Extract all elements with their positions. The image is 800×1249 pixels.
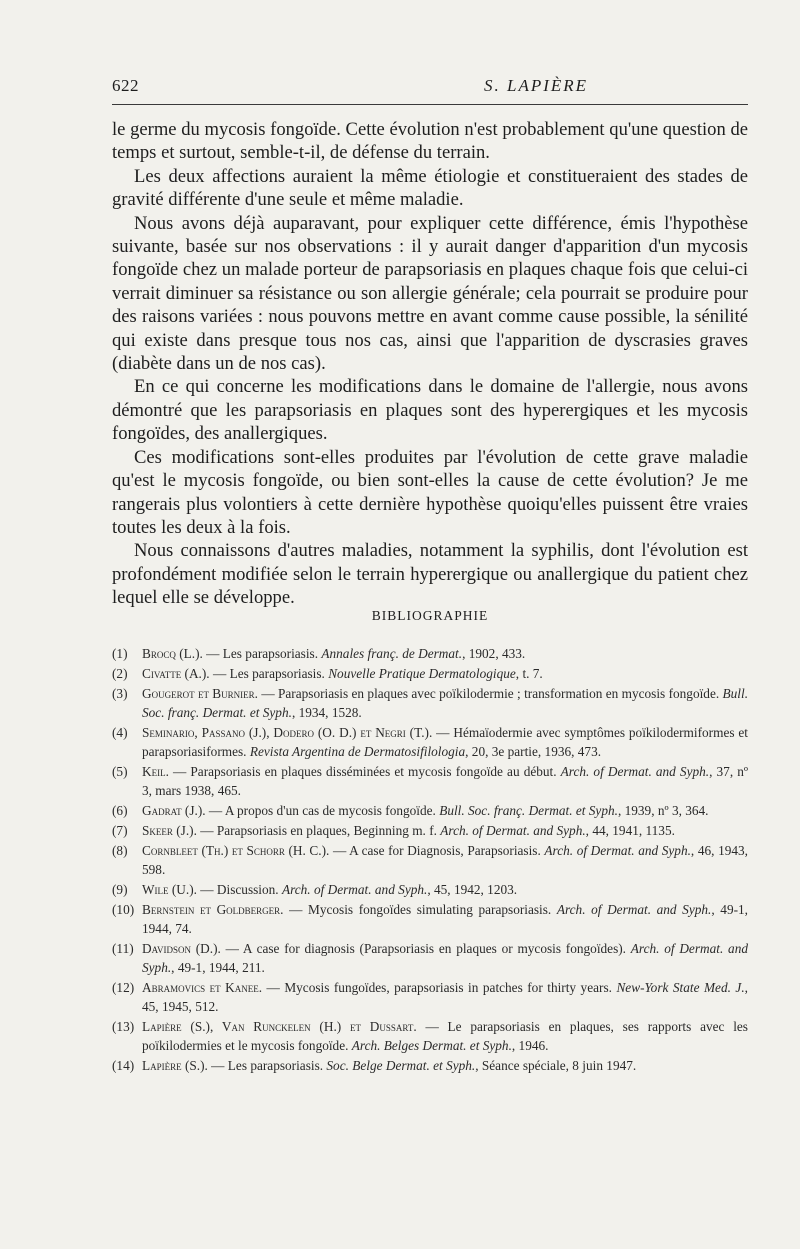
bibliography-entry — [112, 1017, 748, 1055]
paragraph: Nous avons déjà auparavant, pour expliquer cette différence, émis l'hypothèse suivante, basée sur nos observations : il y aurait danger d'apparition d'un mycosis fongoïde chez un malade porteur de parapsoriasis en plaques chaque fois que celui-ci verrait diminuer sa résistance ou son allergie générale; cela pourrait se produire pour des raisons variées : nous pouvons mettre en avant comme cause possible, la sénilité qui existe dans presque tous nos cas, ainsi que l'apparition de dyscrasies graves (diabète dans un de nos cas). — [112, 212, 748, 375]
entry-title: — Mycosis fungoïdes, parapsoriasis in patches for thirty years. — [262, 980, 617, 995]
entry-title: — Le parapsoriasis en plaques, ses rapports avec les poïkilodermies et le mycosis fongoïde. — [142, 1019, 748, 1053]
bibliography-entry — [112, 644, 748, 663]
entry-journal: Arch. of Dermat. and Syph. — [544, 843, 691, 858]
entry-journal: Arch. of Dermat. and Syph. — [556, 902, 712, 917]
entry-author: Skeer (J.). — [142, 823, 197, 838]
entry-number: (14) — [112, 1058, 135, 1073]
entry-details: , 45, 1942, 1203. — [427, 882, 518, 897]
entry-author: Keil. — [142, 764, 169, 779]
entry-title: — Les parapsoriasis. — [207, 1058, 327, 1073]
entry-details: , 45, 1945, 512. — [142, 980, 748, 1014]
entry-number: (6) — [112, 803, 128, 818]
entry-number: (8) — [112, 843, 128, 858]
entry-number: (2) — [112, 666, 128, 681]
page-header — [112, 74, 748, 98]
entry-number: (13) — [112, 1019, 135, 1034]
bibliography-entry — [112, 762, 748, 800]
entry-author: Gadrat (J.). — [142, 803, 206, 818]
entry-number: (10) — [112, 902, 135, 917]
paragraph: En ce qui concerne les modifications dans le domaine de l'allergie, nous avons démontré que les parapsoriasis en plaques sont des hyperergiques et les mycosis fongoïdes, des anallergiques. — [112, 376, 748, 445]
entry-journal: Bull. Soc. franç. Dermat. et Syph. — [142, 686, 749, 720]
entry-author: Wile (U.). — [142, 882, 197, 897]
entry-details: , 1934, 1528. — [291, 705, 362, 720]
entry-number: (9) — [112, 882, 128, 897]
entry-journal: Arch. of Dermat. and Syph. — [440, 823, 586, 838]
bibliography-entry — [112, 723, 748, 761]
bibliography-entry — [112, 821, 748, 840]
entry-author: Cornbleet (Th.) et Schorr (H. C.). — [142, 843, 330, 858]
entry-title: — Parapsoriasis en plaques disséminées et mycosis fongoïde au début. — [168, 764, 561, 779]
entry-details: , 1946. — [511, 1038, 549, 1053]
bibliography-entry — [112, 841, 748, 879]
page-number: 622 — [112, 76, 139, 95]
bibliography-entry — [112, 880, 748, 899]
bibliography-entry — [112, 1056, 748, 1075]
paragraph: Nous connaissons d'autres maladies, notamment la syphilis, dont l'évolution est profondément modifiée selon le terrain hyperergique ou anallergique du patient chez lequel elle se développe. — [112, 540, 748, 609]
entry-details: , 37, nº 3, mars 1938, 465. — [142, 764, 749, 798]
entry-journal: Revista Argentina de Dermatosifilologia — [249, 744, 466, 759]
bibliography-entry — [112, 900, 748, 938]
bibliography-entry — [112, 939, 748, 977]
entry-title: — Discussion. — [196, 882, 282, 897]
running-head: S. LAPIÈRE — [484, 76, 589, 95]
bibliography-entry — [112, 684, 748, 722]
entry-title: — Les parapsoriasis. — [202, 646, 322, 661]
entry-title: — Mycosis fongoïdes simulating parapsoriasis. — [283, 902, 557, 917]
body-text — [112, 118, 748, 610]
bibliography-list — [112, 644, 748, 1076]
entry-journal: Arch. of Dermat. and Syph. — [142, 941, 748, 975]
entry-details: , t. 7. — [515, 666, 543, 681]
entry-title: — A case for diagnosis (Parapsoriasis en plaques or mycosis fongoïdes). — [220, 941, 631, 956]
entry-journal: Arch. Belges Dermat. et Syph. — [351, 1038, 512, 1053]
entry-author: Lapière (S.). — [142, 1058, 208, 1073]
entry-author: Seminario, Passano (J.), Dodero (O. D.) et Negri (T.). — [142, 725, 433, 740]
entry-number: (7) — [112, 823, 128, 838]
entry-title: — Parapsoriasis en plaques, Beginning m. f. — [196, 823, 441, 838]
entry-details: , 1902, 433. — [462, 646, 526, 661]
entry-number: (5) — [112, 764, 128, 779]
entry-details: , 49-1, 1944, 74. — [142, 902, 748, 936]
bibliography-entry — [112, 664, 748, 683]
entry-number: (12) — [112, 980, 135, 995]
entry-details: , 49-1, 1944, 211. — [171, 960, 265, 975]
bibliography-entry — [112, 801, 748, 820]
entry-journal: Arch. of Dermat. and Syph. — [560, 764, 710, 779]
paragraph: Ces modifications sont-elles produites par l'évolution de cette grave maladie qu'est le mycosis fongoïde, ou bien sont-elles la cause de cette évolution? Je me rangerais plus volontiers à cette dernière hypothèse quoiqu'elles puissent être vraies toutes les deux à la fois. — [112, 446, 748, 538]
entry-title: — A case for Diagnosis, Parapsoriasis. — [329, 843, 545, 858]
entry-journal: Nouvelle Pratique Dermatologique — [328, 666, 516, 681]
entry-number: (3) — [112, 686, 128, 701]
entry-details: , 1939, nº 3, 364. — [617, 803, 709, 818]
entry-details: , 44, 1941, 1135. — [585, 823, 675, 838]
entry-title: — Parapsoriasis en plaques avec poïkilodermie ; transformation en mycosis fongoïde. — [258, 686, 723, 701]
entry-author: Bernstein et Goldberger. — [142, 902, 284, 917]
entry-author: Lapière (S.), Van Runckelen (H.) et Dussart. — [142, 1019, 417, 1034]
header-rule — [112, 104, 748, 105]
entry-author: Civatte (A.). — [142, 666, 210, 681]
entry-number: (11) — [112, 941, 134, 956]
entry-journal: Soc. Belge Dermat. et Syph. — [326, 1058, 476, 1073]
bibliography-title: BIBLIOGRAPHIE — [371, 608, 489, 623]
entry-details: , 46, 1943, 598. — [142, 843, 748, 877]
entry-author: Gougerot et Burnier. — [142, 686, 258, 701]
entry-journal: New-York State Med. J. — [616, 980, 745, 995]
entry-number: (4) — [112, 725, 128, 740]
entry-title: — Les parapsoriasis. — [209, 666, 329, 681]
entry-details: , 20, 3e partie, 1936, 473. — [465, 744, 602, 759]
entry-title: — Hémaïodermie avec symptômes poïkilodermiformes et parapsoriasiformes. — [142, 725, 748, 759]
entry-author: Davidson (D.). — [142, 941, 221, 956]
entry-title: — A propos d'un cas de mycosis fongoïde. — [205, 803, 440, 818]
paragraph: le germe du mycosis fongoïde. Cette évolution n'est probablement qu'une question de temps et surtout, semble-t-il, de défense du terrain. — [112, 119, 748, 164]
entry-details: , Séance spéciale, 8 juin 1947. — [475, 1058, 637, 1073]
bibliography-entry — [112, 978, 748, 1016]
entry-journal: Arch. of Dermat. and Syph. — [281, 882, 428, 897]
entry-number: (1) — [112, 646, 128, 661]
entry-author: Brocq (L.). — [142, 646, 203, 661]
entry-author: Abramovics et Kanee. — [142, 980, 263, 995]
paragraph: Les deux affections auraient la même étiologie et constitueraient des stades de gravité différente d'une seule et même maladie. — [112, 165, 748, 211]
entry-journal: Annales franç. de Dermat. — [321, 646, 463, 661]
entry-journal: Bull. Soc. franç. Dermat. et Syph. — [439, 803, 618, 818]
